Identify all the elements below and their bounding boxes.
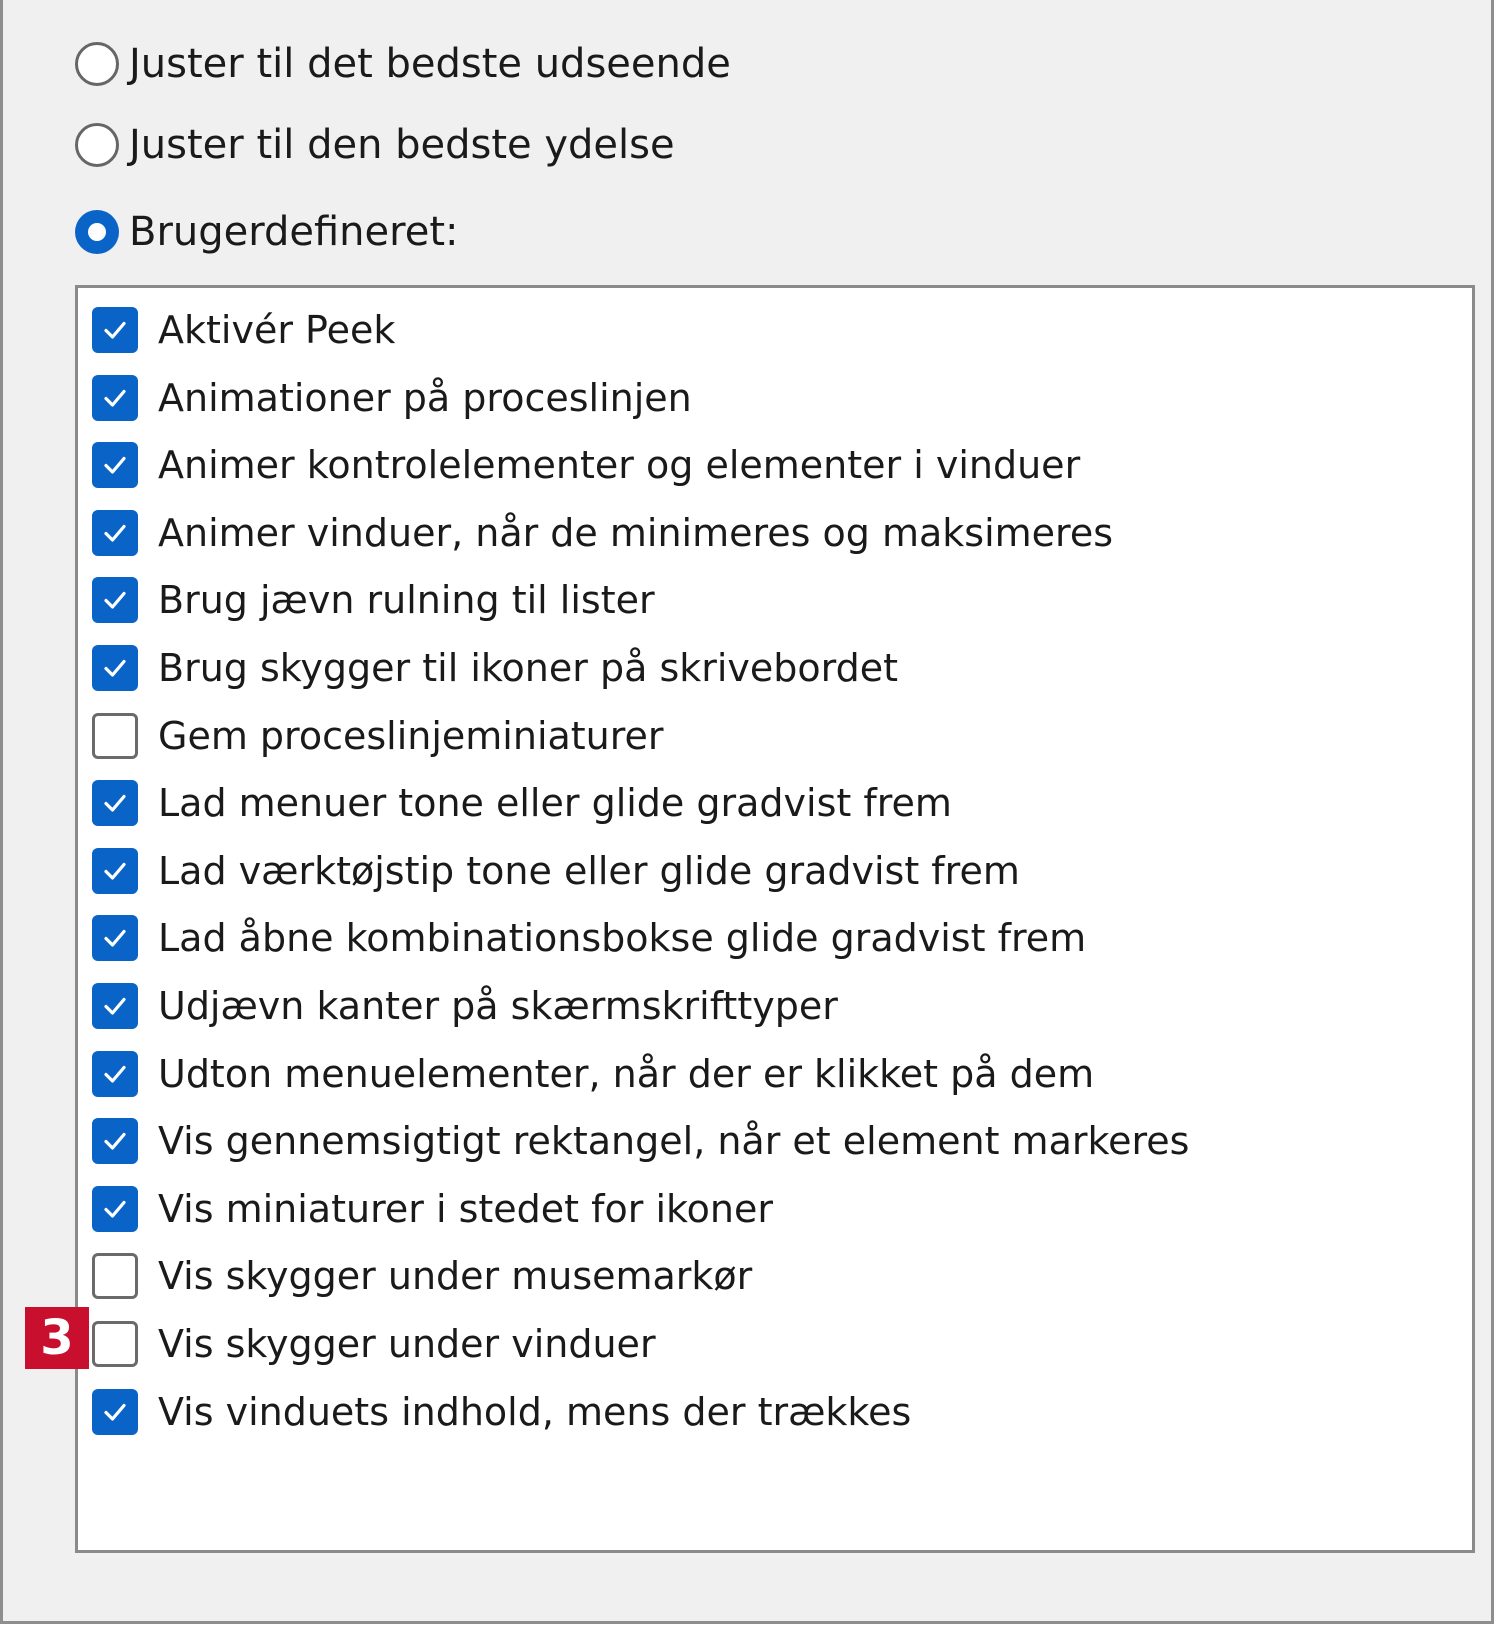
radio-custom[interactable] <box>75 204 458 260</box>
checklist-item-label: Vis skygger under vinduer <box>158 1322 656 1366</box>
checklist-item-label: Vis miniaturer i stedet for ikoner <box>158 1186 774 1231</box>
radio-button[interactable] <box>75 42 119 86</box>
checkmark-icon <box>100 991 130 1021</box>
checklist-item[interactable] <box>92 1111 1189 1171</box>
checkmark-icon <box>100 856 130 886</box>
checkmark-icon <box>100 383 130 413</box>
checklist-item-label: Lad menuer tone eller glide gradvist frem <box>158 781 952 826</box>
checkbox-checked[interactable] <box>92 645 138 691</box>
checkbox-unchecked[interactable] <box>92 1253 138 1299</box>
checkbox-checked[interactable] <box>92 375 138 421</box>
checklist-item[interactable] <box>92 1314 656 1374</box>
checkbox-unchecked[interactable] <box>92 1321 138 1367</box>
checkbox-checked[interactable] <box>92 780 138 826</box>
checkbox-checked[interactable] <box>92 577 138 623</box>
radio-best-appearance[interactable] <box>75 36 731 92</box>
radio-label: Juster til det bedste udseende <box>129 41 731 87</box>
checkmark-icon <box>100 1059 130 1089</box>
radio-button[interactable] <box>75 123 119 167</box>
checklist-item[interactable] <box>92 1246 752 1306</box>
checklist-item-label: Vis vinduets indhold, mens der trækkes <box>158 1389 912 1434</box>
checklist-item-label: Aktivér Peek <box>158 308 396 352</box>
checkmark-icon <box>100 450 130 480</box>
checklist-item[interactable] <box>92 706 664 766</box>
checklist-item[interactable] <box>92 570 655 630</box>
checkmark-icon <box>100 585 130 615</box>
checklist-item[interactable] <box>92 1382 911 1442</box>
step-marker-badge: 3 <box>25 1307 89 1369</box>
checkbox-checked[interactable] <box>92 983 138 1029</box>
checkmark-icon <box>100 518 130 548</box>
checklist-item[interactable] <box>92 1044 1094 1104</box>
checklist-item[interactable] <box>92 1179 773 1239</box>
checklist-item-label: Lad åbne kombinationsbokse glide gradvist frem <box>158 916 1087 961</box>
checklist-item-label: Brug jævn rulning til lister <box>158 578 655 623</box>
checkbox-checked[interactable] <box>92 1118 138 1164</box>
checklist-item-label: Brug skygger til ikoner på skrivebordet <box>158 646 899 690</box>
radio-label: Brugerdefineret: <box>129 209 459 255</box>
checkbox-unchecked[interactable] <box>92 713 138 759</box>
checklist-item-label: Vis skygger under musemarkør <box>158 1254 753 1299</box>
checkbox-checked[interactable] <box>92 307 138 353</box>
checklist-item-label: Animer vinduer, når de minimeres og maksimeres <box>158 510 1114 555</box>
checklist-item[interactable] <box>92 638 898 698</box>
checkbox-checked[interactable] <box>92 510 138 556</box>
checkbox-checked[interactable] <box>92 1186 138 1232</box>
checkmark-icon <box>100 1397 130 1427</box>
checklist-item-label: Vis gennemsigtigt rektangel, når et element markeres <box>158 1119 1190 1164</box>
checklist-item[interactable] <box>92 300 395 360</box>
checklist-item-label: Lad værktøjstip tone eller glide gradvist frem <box>158 848 1020 893</box>
checklist-item[interactable] <box>92 503 1113 563</box>
checklist-item-label: Animer kontrolelementer og elementer i vinduer <box>158 443 1081 488</box>
checkbox-checked[interactable] <box>92 848 138 894</box>
checkmark-icon <box>100 315 130 345</box>
radio-best-performance[interactable] <box>75 117 675 173</box>
checkmark-icon <box>100 923 130 953</box>
radio-label: Juster til den bedste ydelse <box>129 122 675 168</box>
checkmark-icon <box>100 653 130 683</box>
checklist-item[interactable] <box>92 841 1020 901</box>
checklist-item[interactable] <box>92 908 1086 968</box>
checkbox-checked[interactable] <box>92 1389 138 1435</box>
checklist-item[interactable] <box>92 368 692 428</box>
checklist-item-label: Udton menuelementer, når der er klikket på dem <box>158 1051 1095 1096</box>
checklist-item[interactable] <box>92 773 952 833</box>
checkbox-checked[interactable] <box>92 442 138 488</box>
checkmark-icon <box>100 1194 130 1224</box>
checkmark-icon <box>100 788 130 818</box>
checkmark-icon <box>100 1126 130 1156</box>
radio-button-selected[interactable] <box>75 210 119 254</box>
checklist-item[interactable] <box>92 976 838 1036</box>
checklist-item-label: Animationer på proceslinjen <box>158 375 692 420</box>
visual-effects-listbox[interactable] <box>75 285 1475 1553</box>
checkbox-checked[interactable] <box>92 1051 138 1097</box>
checklist-item[interactable] <box>92 435 1080 495</box>
checklist-item-label: Gem proceslinjeminiaturer <box>158 713 664 758</box>
checkbox-checked[interactable] <box>92 915 138 961</box>
checklist-item-label: Udjævn kanter på skærmskrifttyper <box>158 984 838 1028</box>
